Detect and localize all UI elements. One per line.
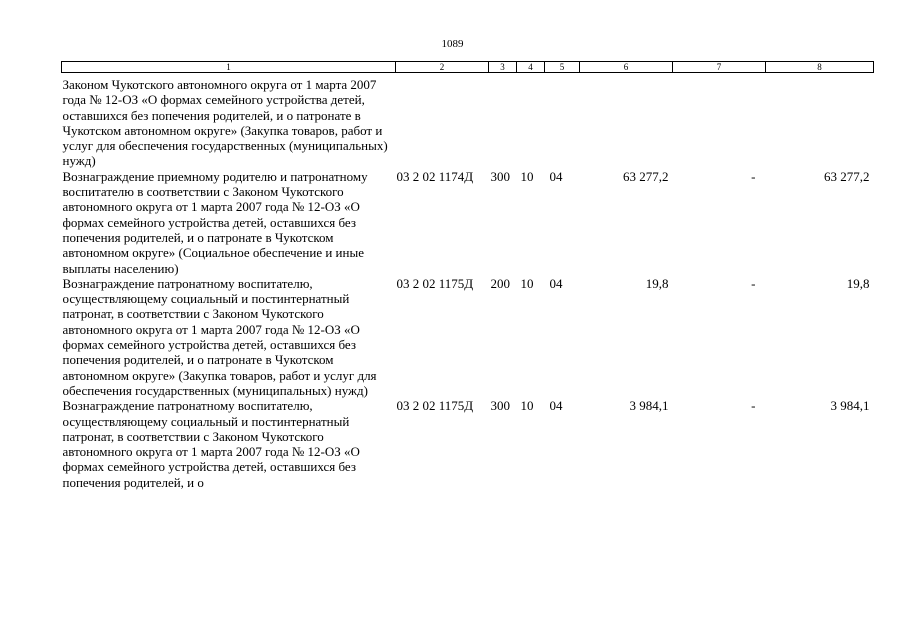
row-code: 03 2 02 1175Д [396, 275, 474, 291]
header-col-6: 6 [580, 62, 673, 73]
table-body [62, 73, 874, 491]
header-col-2: 2 [396, 62, 489, 73]
row-col7 [673, 73, 766, 169]
row-vr: 300 [490, 398, 510, 414]
row-pr: 04 [549, 275, 563, 291]
row-vr: 300 [490, 168, 510, 184]
row-col7: - [751, 275, 756, 291]
table-row [62, 276, 874, 398]
budget-table [61, 61, 874, 490]
row-col8: 19,8 [846, 275, 870, 291]
row-description: Вознаграждение патронатному воспитателю, осуществляющему социальный и постинтернатный патронат, в соответствии с Законом Чукотского автономного округа от 1 марта 2007 года № 12-ОЗ «О формах семейного устройства детей, оставшихся без попечения родителей, и о патронате в Чукотском автономном округе» (Закупка товаров, работ и услуг для обеспечения государственных (муниципальных) нужд) [62, 275, 377, 398]
row-vr: 200 [490, 275, 510, 291]
header-col-3: 3 [489, 62, 517, 73]
row-pr [545, 73, 580, 169]
table-header [62, 62, 874, 73]
row-col8: 3 984,1 [830, 398, 870, 414]
row-description: Вознаграждение приемному родителю и патронатному воспитателю в соответствии с Законом Чукотского автономного округа от 1 марта 2007 года № 12-ОЗ «О формах семейного устройства детей, оставшихся без попечения родителей, и о патронате в Чукотском автономном округе» (Социальное обеспечение и иные выплаты населению) [62, 168, 368, 276]
header-col-7: 7 [673, 62, 766, 73]
row-col8 [766, 73, 874, 169]
row-rz: 10 [520, 275, 534, 291]
header-col-4: 4 [517, 62, 545, 73]
row-rz: 10 [520, 398, 534, 414]
row-vr [489, 73, 517, 169]
header-row [62, 62, 874, 73]
row-description: Вознаграждение патронатному воспитателю, осуществляющему социальный и постинтернатный патронат, в соответствии с Законом Чукотского автономного округа от 1 марта 2007 года № 12-ОЗ «О формах семейного устройства детей, оставшихся без попечения родителей, и о [62, 398, 360, 490]
row-rz: 10 [520, 168, 534, 184]
row-code: 03 2 02 1174Д [396, 168, 474, 184]
row-description: Законом Чукотского автономного округа от 1 марта 2007 года № 12-ОЗ «О формах семейного устройства детей, оставшихся без попечения родителей, и о патронате в Чукотском автономном округе» (Закупка товаров, работ и услуг для обеспечения государственных (муниципальных) нужд) [62, 77, 388, 169]
row-total: 19,8 [645, 275, 669, 291]
page-number: 1089 [441, 38, 464, 50]
row-total [580, 73, 673, 169]
row-code [396, 73, 489, 169]
row-col7: - [751, 398, 756, 414]
row-code: 03 2 02 1175Д [396, 398, 474, 414]
row-rz [517, 73, 545, 169]
row-pr: 04 [549, 398, 563, 414]
row-total: 3 984,1 [629, 398, 669, 414]
table-row [62, 398, 874, 490]
row-pr: 04 [549, 168, 563, 184]
header-col-8: 8 [766, 62, 874, 73]
table-row [62, 169, 874, 276]
header-col-1: 1 [62, 62, 396, 73]
table-row [62, 73, 874, 169]
row-col8: 63 277,2 [824, 168, 870, 184]
header-col-5: 5 [545, 62, 580, 73]
row-col7: - [751, 168, 756, 184]
row-total: 63 277,2 [623, 168, 669, 184]
